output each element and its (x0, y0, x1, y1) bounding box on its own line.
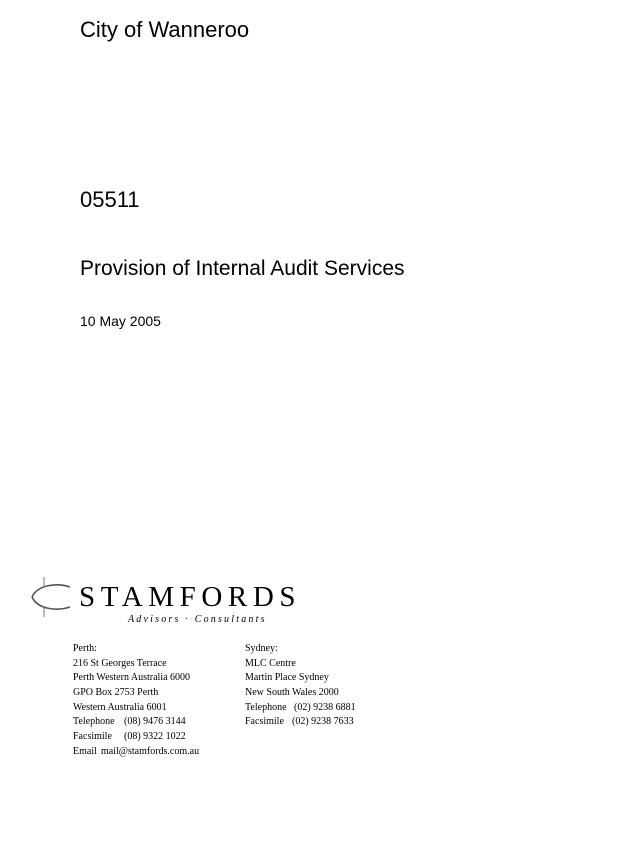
sydney-address-line: MLC Centre (245, 657, 296, 669)
perth-address-line: 216 St Georges Terrace (73, 657, 167, 669)
company-logo-wordmark: STAMFORDS (79, 581, 302, 613)
perth-telephone-label: Telephone (73, 716, 115, 728)
perth-address-line: Perth Western Australia 6000 (73, 672, 191, 684)
sydney-telephone-label: Telephone (245, 701, 287, 713)
perth-email (73, 745, 199, 760)
sydney-address-line: Martin Place Sydney (245, 672, 329, 684)
sydney-telephone (245, 701, 356, 716)
perth-address-line: GPO Box 2753 Perth (73, 687, 159, 699)
sydney-facsimile-label: Facsimile (245, 716, 284, 728)
document-title: Provision of Internal Audit Services (80, 257, 405, 280)
perth-telephone (73, 715, 199, 730)
perth-address-line: Western Australia 6001 (73, 701, 167, 713)
client-name: City of Wanneroo (80, 17, 250, 42)
sydney-office-address (245, 642, 356, 730)
perth-facsimile-number: (08) 9322 1022 (124, 731, 186, 743)
perth-office-address (73, 642, 199, 760)
sydney-facsimile-number: (02) 9238 7633 (292, 716, 354, 728)
sydney-facsimile (245, 715, 356, 730)
perth-email-label: Email (73, 745, 97, 757)
stamfords-logo-icon (28, 575, 74, 619)
perth-email-address[interactable]: mail@stamfords.com.au (101, 745, 200, 757)
perth-facsimile (73, 730, 199, 745)
company-tagline: Advisors · Consultants (128, 614, 267, 625)
perth-telephone-number: (08) 9476 3144 (124, 716, 186, 728)
sydney-address-line: New South Wales 2000 (245, 687, 339, 699)
sydney-telephone-number: (02) 9238 6881 (294, 701, 356, 713)
document-date: 10 May 2005 (80, 313, 161, 329)
perth-heading: Perth: (73, 643, 97, 654)
perth-facsimile-label: Facsimile (73, 731, 112, 743)
sydney-heading: Sydney: (245, 643, 278, 654)
document-reference: 05511 (80, 187, 140, 212)
